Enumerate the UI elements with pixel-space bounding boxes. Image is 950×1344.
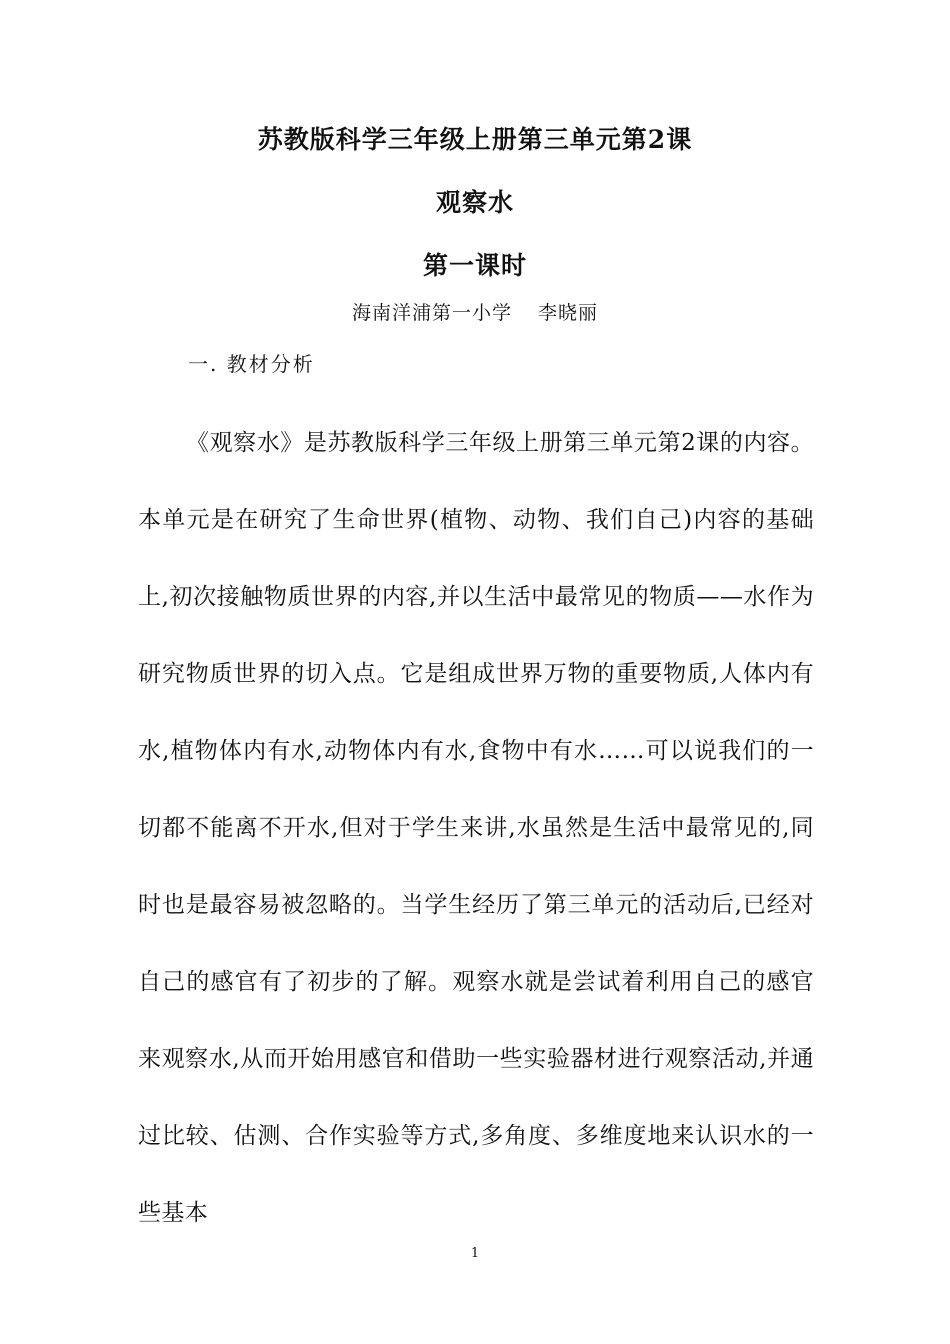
body-paragraph: 《观察水》是苏教版科学三年级上册第三单元第2课的内容。本单元是在研究了生命世界(植物、动物、我们自己)内容的基础上,初次接触物质世界的内容,并以生活中最常见的物质——水作为研究物质世界的切入点。它是组成世界万物的重要物质,人体内有水,植物体内有水,动物体内有水,食物中有水……可以说我们的一切都不能离不开水,但对于学生来讲,水虽然是生活中最常见的,同时也是最容易被忽略的。当学生经历了第三单元的活动后,已经对自己的感官有了初步的了解。观察水就是尝试着利用自己的感官来观察水,从而开始用感官和借助一些实验器材进行观察活动,并通过比较、估测、合作实验等方式,多角度、多维度地来认识水的一些基本 <box>138 430 814 1226</box>
lesson-title: 观察水 <box>435 188 514 217</box>
lesson-period: 第一课时 <box>422 251 527 280</box>
page-number: 1 <box>470 1246 480 1261</box>
section-heading: 一. 教材分析 <box>188 352 315 376</box>
author-name: 李晓丽 <box>538 302 599 324</box>
author-line <box>0 298 950 325</box>
document-title: 苏教版科学三年级上册第三单元第2课 <box>257 125 693 154</box>
author-school: 海南洋浦第一小学 <box>351 302 512 324</box>
